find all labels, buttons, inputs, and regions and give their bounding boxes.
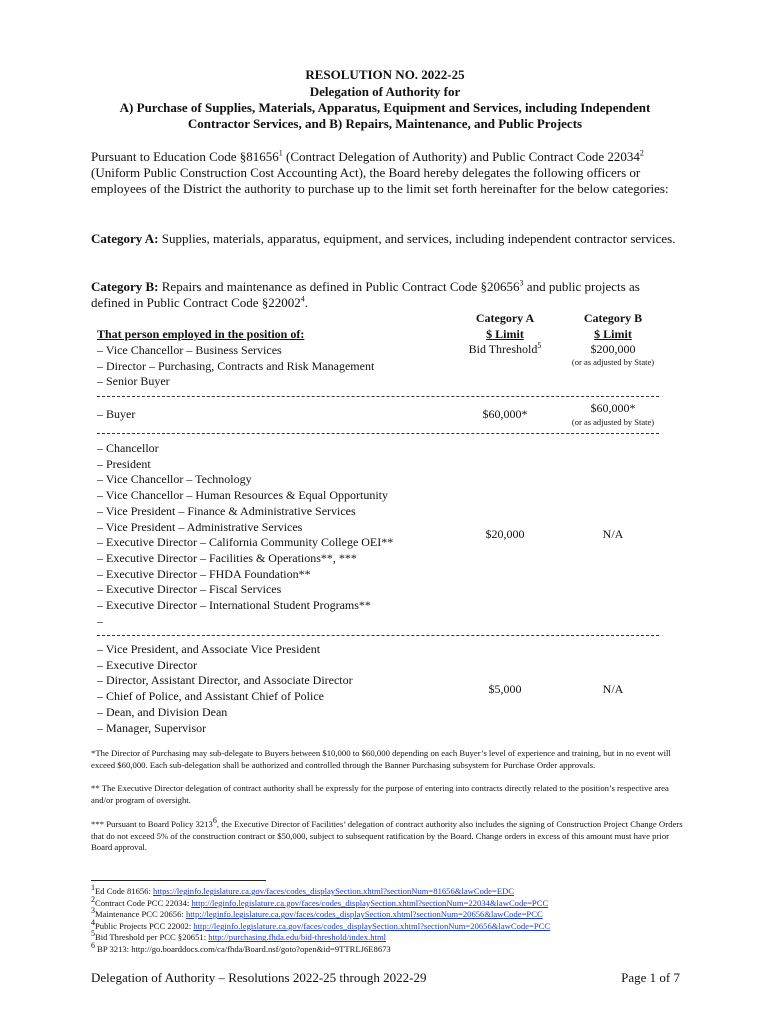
note-sub-delegation: *The Director of Purchasing may sub-delegate to Buyers between $10,000 to $60,000 depending on each Buyer’s level of experience and training, but in no event will exceed $60,000. Each sub-delegation shall be authorized and controlled through the Banner Purchasing subsystem for Purchase Order approvals. [91,748,671,770]
list-item: – Buyer [97,407,136,421]
list-item: – Senior Buyer [97,374,170,389]
page-number: Page 1 of 7 [621,970,680,985]
list-item: – Vice Chancellor – Business Services [97,343,282,357]
list-item: – Director, Assistant Director, and Associate Director [97,673,353,688]
group-2-category-b-note: (or as adjusted by State) [571,417,655,427]
list-item: – Chancellor [97,441,159,455]
footnote-3-link[interactable]: http://leginfo.legislature.ca.gov/faces/codes_displaySection.xhtml?sectionNum=20656&lawCode=PCC [185,909,543,920]
list-item: – Executive Director [97,657,197,672]
group-4-category-a-limit: $5,000 [488,682,522,696]
note-executive-director: ** The Executive Director delegation of contract authority shall be expressly for the purpose of entering into contracts directly related to the position’s respective area and/or program of oversight. [91,783,669,805]
list-item: – Dean, and Division Dean [97,704,228,719]
group-3-category-a-limit: $20,000 [485,527,525,541]
footer-title: Delegation of Authority – Resolutions 2022-25 through 2022-29 [91,970,427,985]
list-item: – President [97,456,151,471]
list-item: – Executive Director – FHDA Foundation** [97,566,311,581]
footnote-5-link[interactable]: http://purchasing.fhda.edu/bid-threshold/index.html [208,932,387,943]
footnote-1: $^1$Ed Code 81656: https://leginfo.legislature.ca.gov/faces/codes_displaySection.xhtml?sectionNum=81656&lawCode=EDC [91,883,515,896]
group-2-category-a-limit: $60,000* [482,407,528,421]
footnote-4: $^4$Public Projects PCC 22002: http://leginfo.legislature.ca.gov/faces/codes_displaySection.xhtml?sectionNum=20656&lawCode=PCC [91,917,551,931]
group-2-category-b-limit: $60,000* [590,401,636,415]
intro-paragraph: Pursuant to Education Code §81656$^1$ (Contract Delegation of Authority) and Public Contract Code 22034$^2$ (Uniform Public Construction Cost Accounting Act), the Board hereby delegates the following officers or employees of the District the authority to purchase up to the limit set forth hereinafter for the below categories: [91,148,669,196]
group-1-category-a-limit: Bid Threshold$^5$ [468,341,542,356]
list-item: – Director – Purchasing, Contracts and Risk Management [97,358,375,373]
resolution-number: RESOLUTION NO. 2022-25 [305,67,465,82]
category-b-header: Category B $ Limit [583,311,643,341]
list-item: – Manager, Supervisor [97,720,207,735]
list-item: – Vice Chancellor – Technology [97,472,252,487]
group-1-category-b-limit: $200,000 [590,342,636,356]
resolution-scope-line-2: Contractor Services, and B) Repairs, Maintenance, and Public Projects [187,116,583,131]
footnote-6: $^6$ BP 3213: http://go.boarddocs.com/ca/fhda/Board.nsf/goto?open&id=9TTRLJ6E8673 [91,941,391,954]
separator [97,635,659,636]
resolution-subtitle: Delegation of Authority for [309,84,461,99]
position-group-3 [97,441,393,629]
list-item: – [97,613,103,628]
group-4-category-b-limit: N/A [602,682,624,696]
footnote-divider [91,880,266,881]
list-item: – Vice President, and Associate Vice President [97,642,321,656]
resolution-scope-line-1: A) Purchase of Supplies, Materials, Apparatus, Equipment and Services, including Independent [119,100,651,115]
footnote-2-link[interactable]: http://leginfo.legislature.ca.gov/faces/codes_displaySection.xhtml?sectionNum=22034&lawCode=PCC [191,897,549,908]
position-group-1 [97,343,374,390]
list-item: – Executive Director – Fiscal Services [97,582,282,597]
footnotes [91,883,551,956]
group-1-category-b-note: (or as adjusted by State) [571,357,655,367]
position-group-4 [97,642,353,736]
separator [97,396,659,397]
category-a-paragraph: Category A: Supplies, materials, apparatus, equipment, and services, including independent contractor services. [91,231,676,246]
note-board-policy: *** Pursuant to Board Policy 3213$^6$, the Executive Director of Facilities’ delegation of contract authority also includes the signing of Construction Project Change Orders that do not exceed 5% of the construction contract or $50,000, subject to subsequent ratification by the Board. Change orders in excess of this amount must have prior Board approval. [91,816,683,852]
list-item: – Executive Director – Facilities & Operations**, *** [97,550,357,565]
category-b-paragraph: Category B: Repairs and maintenance as defined in Public Contract Code §20656$^3$ and public projects as defined in Public Contract Code §22002$^4$. [91,278,640,310]
list-item: – Vice Chancellor – Human Resources & Equal Opportunity [97,488,388,503]
group-3-category-b-limit: N/A [602,527,624,541]
category-a-header: Category A $ Limit [475,311,535,341]
footnote-4-link[interactable]: http://leginfo.legislature.ca.gov/faces/codes_displaySection.xhtml?sectionNum=20656&lawCode=PCC [193,920,551,931]
footnote-1-link[interactable]: https://leginfo.legislature.ca.gov/faces/codes_displaySection.xhtml?sectionNum=81656&lawCode=EDC [153,886,515,896]
list-item: – Executive Director – International Student Programs** [97,598,371,613]
footnote-2: $^2$Contract Code PCC 22034: http://leginfo.legislature.ca.gov/faces/codes_displaySection.xhtml?sectionNum=22034&lawCode=PCC [91,894,549,908]
list-item: – Executive Director – California Community College OEI** [97,535,394,550]
separator [97,433,659,434]
footnote-5: $^5$Bid Threshold per PCC §20651: http://purchasing.fhda.edu/bid-threshold/index.html [91,929,387,943]
footnote-3: $^3$Maintenance PCC 20656: http://leginfo.legislature.ca.gov/faces/codes_displaySection.xhtml?sectionNum=20656&lawCode=PCC [91,906,543,920]
list-item: – Vice President – Finance & Administrative Services [97,503,356,518]
list-item: – Chief of Police, and Assistant Chief of Police [97,689,324,704]
position-column-header: That person employed in the position of: [97,327,305,341]
list-item: – Vice President – Administrative Services [97,519,303,534]
position-group-2 [97,407,135,423]
